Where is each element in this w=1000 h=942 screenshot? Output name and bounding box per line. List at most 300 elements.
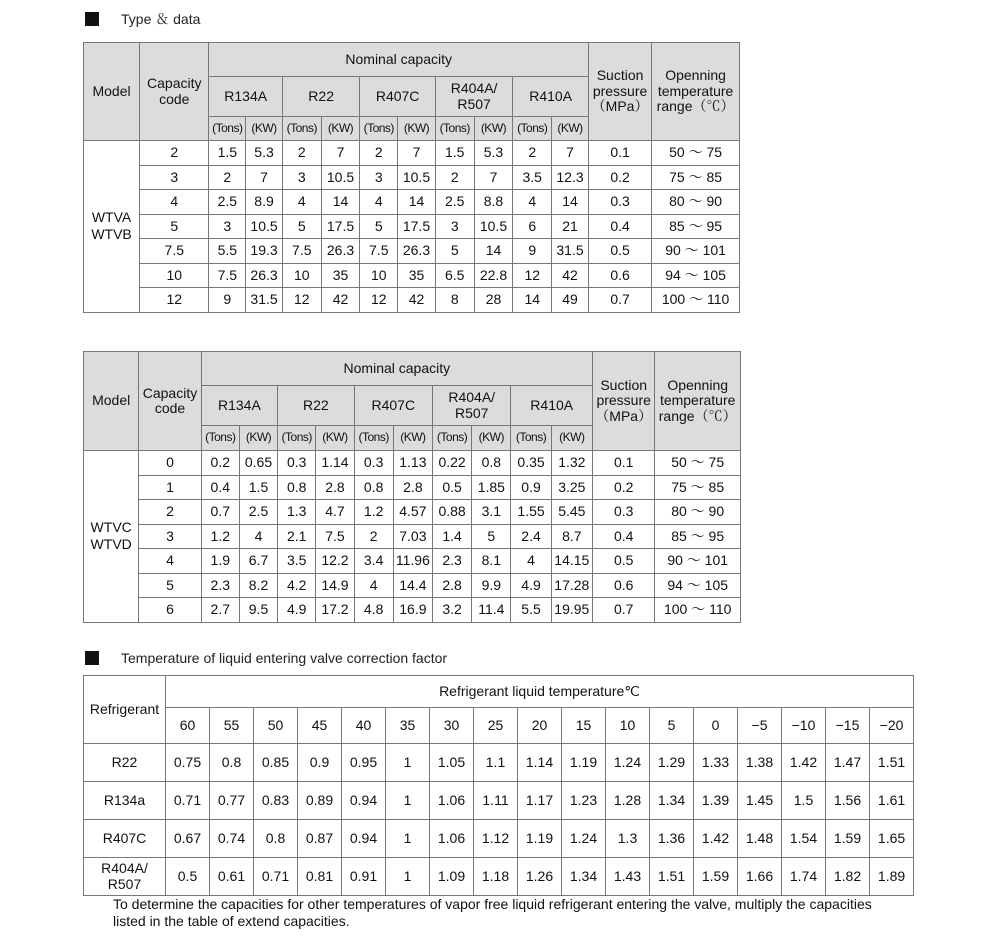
- data-cell: 1.9: [201, 549, 239, 574]
- data-cell: 85 ～ 95: [655, 524, 741, 549]
- data-cell: 94 ～ 105: [655, 573, 741, 598]
- data-cell: 14: [552, 190, 589, 215]
- data-cell: 11.4: [472, 598, 511, 623]
- data-cell: 6.5: [435, 263, 474, 288]
- data-cell: 0.85: [254, 744, 298, 782]
- data-cell: 1.19: [518, 820, 562, 858]
- data-cell: 0.91: [342, 858, 386, 896]
- table-row: [84, 263, 740, 288]
- data-cell: 90 ～ 101: [655, 549, 741, 574]
- unit-tons: (Tons): [360, 117, 398, 141]
- data-cell: 0.22: [432, 451, 471, 476]
- data-cell: 5.45: [551, 500, 592, 525]
- data-cell: 8.9: [246, 190, 283, 215]
- data-cell: 1.28: [606, 782, 650, 820]
- data-cell: 0.83: [254, 782, 298, 820]
- data-cell: 94 ～ 105: [652, 263, 740, 288]
- header-nominal-capacity: Nominal capacity: [201, 352, 592, 386]
- data-cell: 22.8: [474, 263, 513, 288]
- data-cell: 1.34: [650, 782, 694, 820]
- data-cell: 4: [139, 549, 201, 574]
- data-cell: 17.28: [551, 573, 592, 598]
- data-cell: 1.18: [474, 858, 518, 896]
- data-cell: 1.06: [430, 820, 474, 858]
- section-title: Temperature of liquid entering valve correction factor: [121, 650, 448, 666]
- header-refrigerant: R134A: [201, 386, 277, 426]
- data-cell: 0.81: [298, 858, 342, 896]
- data-cell: 0.2: [201, 451, 239, 476]
- data-cell: 1.1: [474, 744, 518, 782]
- data-cell: 1.51: [870, 744, 914, 782]
- data-cell: 0.3: [354, 451, 393, 476]
- data-cell: 12: [282, 288, 321, 313]
- data-cell: 12.3: [552, 165, 589, 190]
- data-cell: 4: [511, 549, 551, 574]
- data-cell: 7: [321, 141, 360, 166]
- header-refrigerant: Refrigerant: [84, 676, 166, 744]
- data-cell: 2.5: [435, 190, 474, 215]
- header-capacity-code: Capacity code: [139, 352, 201, 451]
- refrigerant-name: R404A/ R507: [84, 858, 166, 896]
- data-cell: 2.1: [278, 524, 316, 549]
- data-cell: 5.3: [246, 141, 283, 166]
- data-cell: 1.24: [562, 820, 606, 858]
- data-cell: 0.8: [354, 475, 393, 500]
- data-cell: 0.75: [166, 744, 210, 782]
- table-row: [84, 858, 914, 896]
- data-cell: 1.3: [606, 820, 650, 858]
- data-cell: 1.09: [430, 858, 474, 896]
- data-cell: 1: [139, 475, 201, 500]
- header-refrigerant: R22: [278, 386, 354, 426]
- table-row: [84, 239, 740, 264]
- data-cell: 14.15: [551, 549, 592, 574]
- data-cell: 4: [140, 190, 209, 215]
- data-cell: 1.85: [472, 475, 511, 500]
- table-row: [84, 782, 914, 820]
- data-cell: 1.14: [518, 744, 562, 782]
- data-cell: 0.71: [254, 858, 298, 896]
- header-temperature: 15: [562, 708, 606, 744]
- data-cell: 2.3: [201, 573, 239, 598]
- data-cell: 1.54: [782, 820, 826, 858]
- data-cell: 10.5: [321, 165, 360, 190]
- data-cell: 0.87: [298, 820, 342, 858]
- unit-kw: (KW): [321, 117, 360, 141]
- data-cell: 0.77: [210, 782, 254, 820]
- data-cell: 31.5: [552, 239, 589, 264]
- data-cell: 0.74: [210, 820, 254, 858]
- header-refrigerant: R407C: [354, 386, 432, 426]
- data-cell: 1.59: [694, 858, 738, 896]
- data-cell: 14: [513, 288, 552, 313]
- data-cell: 3.5: [513, 165, 552, 190]
- data-cell: 3: [435, 214, 474, 239]
- data-cell: 1: [386, 820, 430, 858]
- unit-tons: (Tons): [278, 426, 316, 451]
- data-cell: 10.5: [474, 214, 513, 239]
- header-temperature: 50: [254, 708, 298, 744]
- data-cell: 14: [321, 190, 360, 215]
- header-opening-temperature: Openning temperature range（℃）: [652, 43, 740, 141]
- data-cell: 1.17: [518, 782, 562, 820]
- data-cell: 0.95: [342, 744, 386, 782]
- data-cell: 42: [552, 263, 589, 288]
- data-cell: 3: [360, 165, 398, 190]
- data-cell: 0.5: [432, 475, 471, 500]
- data-cell: 1.2: [201, 524, 239, 549]
- table-row: [84, 288, 740, 313]
- refrigerant-name: R22: [84, 744, 166, 782]
- data-cell: 2: [513, 141, 552, 166]
- data-cell: 14.4: [393, 573, 432, 598]
- data-cell: 0.4: [588, 214, 651, 239]
- header-refrigerant: R410A: [511, 386, 593, 426]
- data-cell: 1.36: [650, 820, 694, 858]
- data-cell: 2.8: [432, 573, 471, 598]
- data-cell: 1.2: [354, 500, 393, 525]
- data-cell: 1.32: [551, 451, 592, 476]
- data-cell: 0.6: [588, 263, 651, 288]
- data-cell: 4.57: [393, 500, 432, 525]
- data-cell: 5: [282, 214, 321, 239]
- data-cell: 0.5: [166, 858, 210, 896]
- header-temperature: 35: [386, 708, 430, 744]
- data-cell: 1.14: [316, 451, 354, 476]
- data-cell: 0.5: [588, 239, 651, 264]
- table-row: [84, 165, 740, 190]
- data-cell: 1.05: [430, 744, 474, 782]
- data-cell: 5.5: [511, 598, 551, 623]
- data-cell: 9.5: [239, 598, 277, 623]
- data-cell: 3: [139, 524, 201, 549]
- data-cell: 12: [513, 263, 552, 288]
- data-cell: 4.8: [354, 598, 393, 623]
- data-cell: 12: [140, 288, 209, 313]
- data-cell: 4: [282, 190, 321, 215]
- data-cell: 9.9: [472, 573, 511, 598]
- header-temperature: −10: [782, 708, 826, 744]
- section-heading-correction-factor: [85, 650, 447, 666]
- data-cell: 0.61: [210, 858, 254, 896]
- data-cell: 14: [398, 190, 436, 215]
- unit-kw: (KW): [552, 117, 589, 141]
- data-cell: 1.89: [870, 858, 914, 896]
- table-row: [84, 744, 914, 782]
- data-cell: 7.5: [360, 239, 398, 264]
- unit-tons: (Tons): [201, 426, 239, 451]
- table-row: [84, 598, 741, 623]
- data-cell: 28: [474, 288, 513, 313]
- data-cell: 1.5: [782, 782, 826, 820]
- data-cell: 5: [140, 214, 209, 239]
- data-cell: 1.82: [826, 858, 870, 896]
- data-cell: 0.5: [593, 549, 655, 574]
- data-cell: 2.7: [201, 598, 239, 623]
- header-temperature: 55: [210, 708, 254, 744]
- header-row: [84, 43, 740, 77]
- header-temperature: 10: [606, 708, 650, 744]
- refrigerant-name: R407C: [84, 820, 166, 858]
- header-nominal-capacity: Nominal capacity: [209, 43, 588, 77]
- data-cell: 3.25: [551, 475, 592, 500]
- data-cell: 0.3: [588, 190, 651, 215]
- data-cell: 10.5: [246, 214, 283, 239]
- data-cell: 1.38: [738, 744, 782, 782]
- header-refrigerant: R22: [282, 77, 360, 117]
- data-cell: 0.8: [210, 744, 254, 782]
- header-suction-pressure: Suction pressure（MPa）: [588, 43, 651, 141]
- data-cell: 0.8: [278, 475, 316, 500]
- header-refrigerant: R407C: [360, 77, 435, 117]
- data-cell: 5: [139, 573, 201, 598]
- unit-tons: (Tons): [282, 117, 321, 141]
- header-model: Model: [84, 43, 140, 141]
- section-heading-type-data: [85, 9, 200, 29]
- data-cell: 0.7: [588, 288, 651, 313]
- data-cell: 7.5: [316, 524, 354, 549]
- data-cell: 19.3: [246, 239, 283, 264]
- header-temperature: 20: [518, 708, 562, 744]
- data-cell: 26.3: [398, 239, 436, 264]
- data-cell: 7: [246, 165, 283, 190]
- data-cell: 5: [472, 524, 511, 549]
- header-liquid-temperature: Refrigerant liquid temperature℃: [166, 676, 914, 708]
- correction-factor-table: [83, 675, 914, 896]
- data-cell: 2: [360, 141, 398, 166]
- data-cell: 14: [474, 239, 513, 264]
- data-cell: 50 ～ 75: [652, 141, 740, 166]
- data-cell: 2: [354, 524, 393, 549]
- data-cell: 3.2: [432, 598, 471, 623]
- data-cell: 0.65: [239, 451, 277, 476]
- data-cell: 2.5: [209, 190, 246, 215]
- data-cell: 1.42: [782, 744, 826, 782]
- data-cell: 50 ～ 75: [655, 451, 741, 476]
- header-temperature: 30: [430, 708, 474, 744]
- unit-kw: (KW): [472, 426, 511, 451]
- table-row: [84, 500, 741, 525]
- data-cell: 2: [435, 165, 474, 190]
- data-cell: 0.88: [432, 500, 471, 525]
- unit-tons: (Tons): [209, 117, 246, 141]
- data-cell: 1.5: [435, 141, 474, 166]
- unit-tons: (Tons): [513, 117, 552, 141]
- data-cell: 7.5: [282, 239, 321, 264]
- data-cell: 7.03: [393, 524, 432, 549]
- data-cell: 1.23: [562, 782, 606, 820]
- data-cell: 42: [398, 288, 436, 313]
- data-cell: 8.7: [551, 524, 592, 549]
- data-cell: 8.8: [474, 190, 513, 215]
- data-cell: 0.35: [511, 451, 551, 476]
- header-temperature: 40: [342, 708, 386, 744]
- data-cell: 0.8: [472, 451, 511, 476]
- data-cell: 0.3: [593, 500, 655, 525]
- model-name: WTVA WTVB: [84, 141, 140, 313]
- data-cell: 35: [321, 263, 360, 288]
- data-cell: 8.2: [239, 573, 277, 598]
- header-temperature: −20: [870, 708, 914, 744]
- header-temperature: 0: [694, 708, 738, 744]
- unit-kw: (KW): [398, 117, 436, 141]
- model-name: WTVC WTVD: [84, 451, 139, 623]
- data-cell: 31.5: [246, 288, 283, 313]
- data-cell: 1: [386, 782, 430, 820]
- data-cell: 4: [360, 190, 398, 215]
- data-cell: 75 ～ 85: [655, 475, 741, 500]
- table-row: [84, 573, 741, 598]
- data-cell: 1.29: [650, 744, 694, 782]
- header-refrigerant: R134A: [209, 77, 282, 117]
- data-cell: 0.9: [298, 744, 342, 782]
- unit-kw: (KW): [246, 117, 283, 141]
- data-cell: 3.5: [278, 549, 316, 574]
- data-cell: 11.96: [393, 549, 432, 574]
- type-data-table-wtvc-wtvd: [83, 351, 741, 623]
- data-cell: 1: [386, 858, 430, 896]
- data-cell: 2.3: [432, 549, 471, 574]
- header-temperature: 45: [298, 708, 342, 744]
- data-cell: 3: [282, 165, 321, 190]
- table-row: [84, 451, 741, 476]
- header-capacity-code: Capacity code: [140, 43, 209, 141]
- data-cell: 4: [239, 524, 277, 549]
- data-cell: 0.4: [593, 524, 655, 549]
- data-cell: 14.9: [316, 573, 354, 598]
- header-row: [84, 352, 741, 386]
- data-cell: 0.3: [278, 451, 316, 476]
- data-cell: 0.2: [588, 165, 651, 190]
- data-cell: 7.5: [140, 239, 209, 264]
- data-cell: 9: [513, 239, 552, 264]
- data-cell: 10: [140, 263, 209, 288]
- data-cell: 5.5: [209, 239, 246, 264]
- table-row: [84, 214, 740, 239]
- data-cell: 7: [552, 141, 589, 166]
- unit-tons: (Tons): [511, 426, 551, 451]
- data-cell: 4: [354, 573, 393, 598]
- unit-tons: (Tons): [354, 426, 393, 451]
- table-row: [84, 190, 740, 215]
- header-refrigerant: R404A/ R507: [432, 386, 510, 426]
- data-cell: 1.3: [278, 500, 316, 525]
- data-cell: 0.94: [342, 820, 386, 858]
- data-cell: 0.1: [588, 141, 651, 166]
- data-cell: 3: [140, 165, 209, 190]
- data-cell: 2.4: [511, 524, 551, 549]
- unit-kw: (KW): [316, 426, 354, 451]
- refrigerant-name: R134a: [84, 782, 166, 820]
- data-cell: 4.9: [278, 598, 316, 623]
- unit-kw: (KW): [474, 117, 513, 141]
- header-temperature: 60: [166, 708, 210, 744]
- data-cell: 1.06: [430, 782, 474, 820]
- header-temperature: 5: [650, 708, 694, 744]
- data-cell: 1.65: [870, 820, 914, 858]
- data-cell: 0.71: [166, 782, 210, 820]
- unit-kw: (KW): [239, 426, 277, 451]
- bullet-square-icon: [85, 12, 99, 26]
- type-data-table-wtva-wtvb: [83, 42, 740, 313]
- data-cell: 1.34: [562, 858, 606, 896]
- data-cell: 2: [140, 141, 209, 166]
- header-suction-pressure: Suction pressure（MPa）: [593, 352, 655, 451]
- section-title: Type ＆ data: [121, 11, 201, 27]
- data-cell: 4: [513, 190, 552, 215]
- data-cell: 2.8: [393, 475, 432, 500]
- header-opening-temperature: Openning temperature range（℃）: [655, 352, 741, 451]
- data-cell: 7: [398, 141, 436, 166]
- data-cell: 26.3: [321, 239, 360, 264]
- data-cell: 2: [282, 141, 321, 166]
- data-cell: 1.47: [826, 744, 870, 782]
- data-cell: 4.7: [316, 500, 354, 525]
- data-cell: 0.89: [298, 782, 342, 820]
- data-cell: 0: [139, 451, 201, 476]
- data-cell: 7: [474, 165, 513, 190]
- data-cell: 1.4: [432, 524, 471, 549]
- unit-kw: (KW): [393, 426, 432, 451]
- footnote: To determine the capacities for other temperatures of vapor free liquid refrigerant entering the valve, multiply the capacities listed in the table of extend capacities.: [113, 896, 872, 929]
- data-cell: 0.7: [201, 500, 239, 525]
- data-cell: 0.6: [593, 573, 655, 598]
- data-cell: 21: [552, 214, 589, 239]
- bullet-square-icon: [85, 651, 99, 665]
- data-cell: 1.24: [606, 744, 650, 782]
- data-cell: 1.33: [694, 744, 738, 782]
- table-row: [84, 141, 740, 166]
- data-cell: 12.2: [316, 549, 354, 574]
- unit-kw: (KW): [551, 426, 592, 451]
- data-cell: 3.4: [354, 549, 393, 574]
- data-cell: 100 ～ 110: [655, 598, 741, 623]
- header-temperature: 25: [474, 708, 518, 744]
- header-row-temperatures: [84, 708, 914, 744]
- data-cell: 100 ～ 110: [652, 288, 740, 313]
- unit-tons: (Tons): [435, 117, 474, 141]
- data-cell: 6: [139, 598, 201, 623]
- data-cell: 1: [386, 744, 430, 782]
- data-cell: 17.5: [398, 214, 436, 239]
- data-cell: 10.5: [398, 165, 436, 190]
- data-cell: 1.11: [474, 782, 518, 820]
- data-cell: 1.74: [782, 858, 826, 896]
- data-cell: 2.8: [316, 475, 354, 500]
- data-cell: 4.2: [278, 573, 316, 598]
- table-row: [84, 549, 741, 574]
- data-cell: 8.1: [472, 549, 511, 574]
- data-cell: 17.5: [321, 214, 360, 239]
- data-cell: 75 ～ 85: [652, 165, 740, 190]
- data-cell: 9: [209, 288, 246, 313]
- table-row: [84, 820, 914, 858]
- data-cell: 80 ～ 90: [655, 500, 741, 525]
- data-cell: 1.59: [826, 820, 870, 858]
- data-cell: 6: [513, 214, 552, 239]
- data-cell: 8: [435, 288, 474, 313]
- data-cell: 3: [209, 214, 246, 239]
- data-cell: 2.5: [239, 500, 277, 525]
- data-cell: 1.5: [209, 141, 246, 166]
- data-cell: 1.19: [562, 744, 606, 782]
- data-cell: 1.45: [738, 782, 782, 820]
- data-cell: 0.7: [593, 598, 655, 623]
- data-cell: 0.2: [593, 475, 655, 500]
- data-cell: 49: [552, 288, 589, 313]
- data-cell: 1.55: [511, 500, 551, 525]
- header-row: [84, 676, 914, 708]
